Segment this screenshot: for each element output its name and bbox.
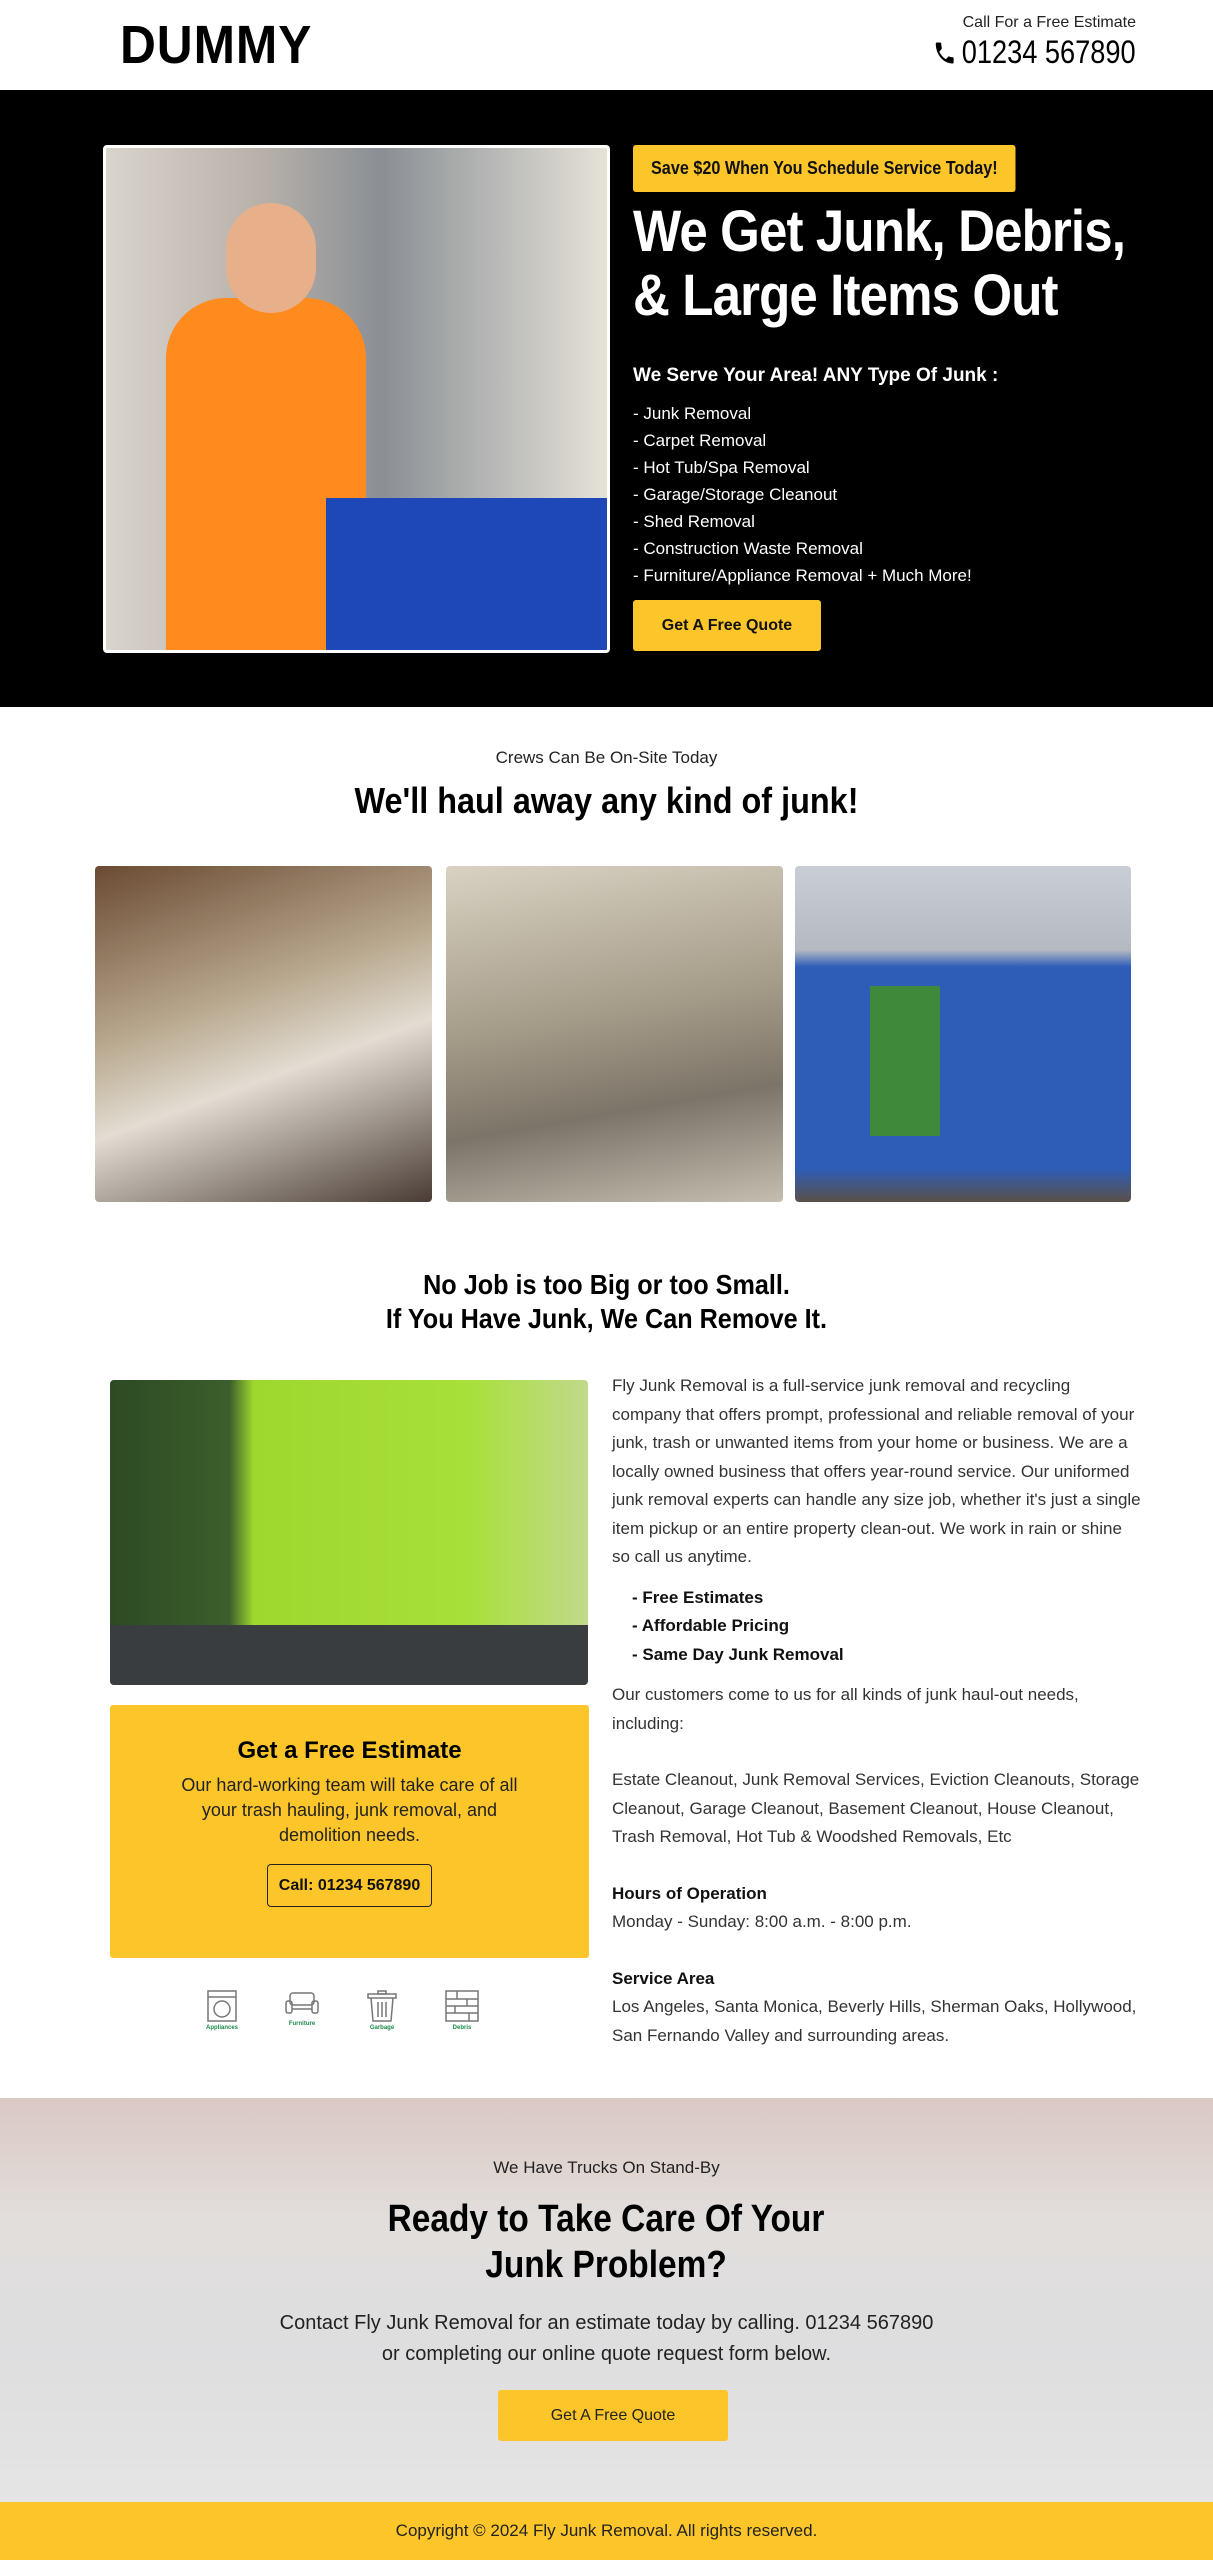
- hero-section: [0, 90, 1213, 707]
- appliance-icon: [207, 1990, 237, 2022]
- promo-badge: Save $20 When You Schedule Service Today!: [633, 145, 1016, 192]
- about-title-line: If You Have Junk, We Can Remove It.: [385, 1303, 828, 1334]
- cta-section: [0, 2098, 1213, 2502]
- area-text: Los Angeles, Santa Monica, Beverly Hills, Sherman Oaks, Hollywood, San Fernando Valley and surrounding areas.: [612, 1997, 1137, 2045]
- service-list: [633, 400, 972, 589]
- area-title: Service Area: [612, 1968, 715, 1988]
- copyright: Copyright © 2024 Fly Junk Removal. All rights reserved.: [395, 2521, 818, 2540]
- gallery-photo-cluttered-room: [95, 866, 432, 1202]
- service-item: - Construction Waste Removal: [633, 539, 863, 558]
- serve-subtitle: We Serve Your Area! ANY Type Of Junk :: [633, 365, 999, 386]
- icon-label: Debris: [452, 2025, 472, 2031]
- call-label: Call For a Free Estimate: [962, 14, 1136, 31]
- customers-text: Our customers come to us for all kinds of junk haul-out needs, including:: [612, 1685, 1079, 1733]
- service-item: - Shed Removal: [633, 512, 755, 531]
- icon-label: Furniture: [288, 2021, 316, 2027]
- category-icons: [200, 1990, 484, 2031]
- category-furniture: [280, 1990, 324, 2031]
- estimate-text: Our hard-working team will take care of all your trash hauling, junk removal, and demolition needs.: [181, 1775, 518, 1845]
- haul-kicker: Crews Can Be On-Site Today: [495, 748, 718, 767]
- furniture-icon: [285, 1990, 319, 2018]
- service-item: - Hot Tub/Spa Removal: [633, 458, 810, 477]
- category-appliances: [200, 1990, 244, 2031]
- hero-title: We Get Junk, Debris, & Large Items Out: [633, 199, 1126, 328]
- debris-icon: [445, 1990, 479, 2022]
- phone-link[interactable]: [933, 34, 1136, 71]
- truck-photo: [110, 1380, 588, 1685]
- estimate-card: [110, 1705, 589, 1958]
- hours-title: Hours of Operation: [612, 1883, 767, 1903]
- phone-icon: [933, 38, 957, 68]
- service-item: - Junk Removal: [633, 404, 752, 423]
- gallery-photo-dumpster: [795, 866, 1131, 1202]
- call-button[interactable]: Call: 01234 567890: [267, 1864, 432, 1907]
- gallery-photo-demolished-room: [446, 866, 783, 1202]
- service-item: - Furniture/Appliance Removal + Much More!: [633, 566, 972, 585]
- icon-label: Garbage: [369, 2025, 395, 2031]
- feature-item: - Same Day Junk Removal: [632, 1644, 844, 1664]
- about-text: [612, 1372, 1142, 2050]
- phone-number: 01234 567890: [962, 34, 1136, 70]
- site-header: [0, 0, 1213, 90]
- cta-text: Contact Fly Junk Removal for an estimate today by calling. 01234 567890 or completing our online quote request form below.: [279, 2312, 934, 2365]
- footer: [0, 2502, 1213, 2560]
- get-quote-button[interactable]: Get A Free Quote: [633, 600, 821, 651]
- category-debris: [440, 1990, 484, 2031]
- estimate-title: Get a Free Estimate: [237, 1737, 462, 1764]
- cta-kicker: We Have Trucks On Stand-By: [493, 2158, 720, 2177]
- services-text: Estate Cleanout, Junk Removal Services, Eviction Cleanouts, Storage Cleanout, Garage Cleanout, Basement Cleanout, House Cleanout, Trash Removal, Hot Tub & Woodshed Removals, Etc: [612, 1770, 1140, 1846]
- cta-quote-button[interactable]: Get A Free Quote: [498, 2390, 728, 2441]
- logo[interactable]: DUMMY: [120, 15, 313, 75]
- garbage-icon: [367, 1990, 397, 2022]
- about-intro: Fly Junk Removal is a full-service junk removal and recycling company that offers prompt, professional and reliable removal of your junk, trash or unwanted items from your home or business. We are a locally owned business that offers year-round service. Our uniformed junk removal experts can handle any size job, whether it's just a single item pickup or an entire property clean-out. We work in rain or shine so call us anytime.: [612, 1376, 1141, 1566]
- hours-text: Monday - Sunday: 8:00 a.m. - 8:00 p.m.: [612, 1912, 912, 1931]
- worker-photo: [103, 145, 610, 653]
- category-garbage: [360, 1990, 404, 2031]
- service-item: - Carpet Removal: [633, 431, 767, 450]
- feature-item: - Affordable Pricing: [632, 1616, 790, 1635]
- cta-title: Ready to Take Care Of Your Junk Problem?: [387, 2198, 825, 2286]
- feature-list: [632, 1584, 1142, 1670]
- icon-label: Appliances: [205, 2025, 238, 2031]
- feature-item: - Free Estimates: [632, 1587, 764, 1607]
- haul-title: We'll haul away any kind of junk!: [354, 780, 859, 821]
- about-title-line: No Job is too Big or too Small.: [423, 1269, 790, 1300]
- about-title: [61, 1268, 1153, 1336]
- service-item: - Garage/Storage Cleanout: [633, 485, 838, 504]
